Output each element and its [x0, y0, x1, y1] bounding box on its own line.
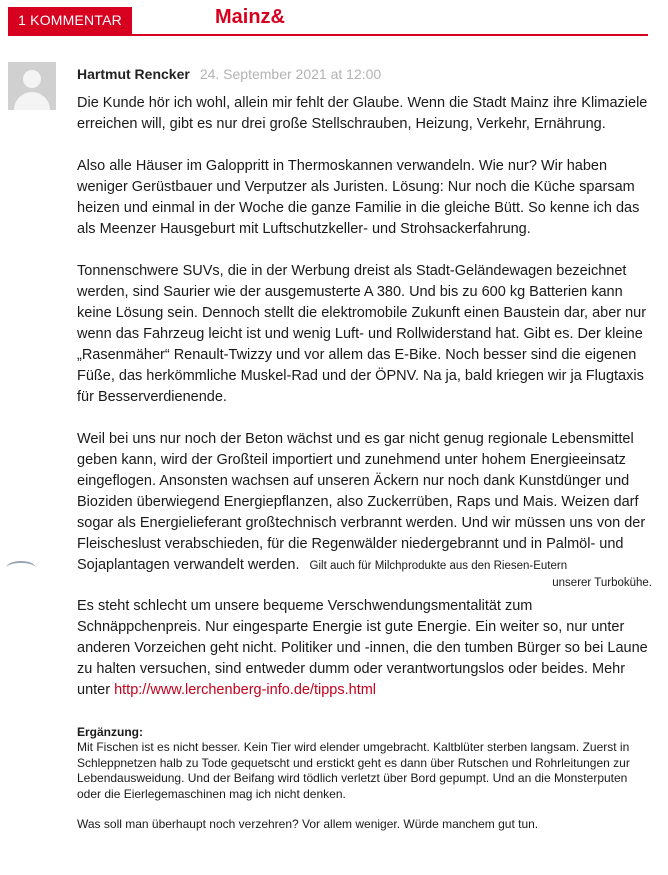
side-note-inline: Gilt auch für Milchprodukte aus den Riesen-Eutern [309, 560, 568, 572]
side-note-right: unserer Turbokühe. [552, 577, 652, 589]
supplement-title: Ergänzung: [77, 725, 143, 739]
comment-paragraph-4 [77, 429, 652, 590]
comment-paragraph-1: Die Kunde hör ich wohl, allein mir fehlt der Glaube. Wenn die Stadt Mainz ihre Klimaziele erreichen will, gibt es nur drei große Stellschrauben, Heizung, Verkehr, Ernährung. [77, 95, 648, 132]
scroll-arc-icon [6, 561, 36, 575]
brand-logo[interactable]: Mainz& [215, 6, 285, 28]
comments-tabbar [8, 4, 648, 36]
comment-paragraph-5 [77, 596, 652, 701]
comment-meta [77, 64, 652, 86]
comment-paragraph-3: Tonnenschwere SUVs, die in der Werbung dreist als Stadt-Geländewagen bezeichnet werden, sind Saurier wie der ausgemusterte A 380. Und bis zu 600 kg Batterien kann keine Lösung sein. Dennoch stellt die elektromobile Zukunft einen Baustein dar, aber nur wenn das Fahrzeug leicht ist und wenig Luft- und Rollwiderstand hat. Gibt es. Der kleine „Rasenmäher“ Renault-Twizzy und vor allem das E-Bike. Noch besser sind die eigenen Füße, das herkömmliche Muskel-Rad und der ÖPNV. Na ja, bald kriegen wir ja Flugtaxis für Besserverdienende. [77, 263, 647, 405]
avatar-body-shape [14, 92, 50, 110]
avatar [8, 62, 56, 110]
avatar-head-shape [23, 70, 41, 88]
comment [77, 64, 652, 833]
lerchenberg-link[interactable]: http://www.lerchenberg-info.de/tipps.html [114, 682, 377, 698]
comment-paragraph-5-text: Es steht schlecht um unsere bequeme Verschwendungsmentalität zum Schnäppchenpreis. Nur eingesparte Energie ist gute Energie. Ein weiter so, nur unter anderen Vorzeichen geht nicht. Politiker und -innen, die den tumben Bürger so bei Laune zu halten versuchen, sind entweder dumm oder verantwortungslos oder beides. Mehr unter [77, 598, 648, 698]
comments-count-tab[interactable]: 1 KOMMENTAR [8, 7, 132, 34]
comment-date[interactable]: 24. September 2021 at 12:00 [199, 66, 382, 82]
supplement-text: Mit Fischen ist es nicht besser. Kein Tier wird elender umgebracht. Kaltblüter sterben langsam. Zuerst in Schleppnetzen halb zu Tode gequetscht und erstickt geht es dann über Rutschen und Rohrleitungen zur Lebendausweidung. Und der Beifang wird tödlich verletzt über Bord gepumpt. Und an die Monsterputen oder die Eierlegemaschinen mag ich nicht denken. [77, 740, 630, 801]
final-remark: Was soll man überhaupt noch verzehren? Vor allem weniger. Würde manchem gut tun. [77, 817, 539, 831]
comment-paragraph-2: Also alle Häuser im Galoppritt in Thermoskannen verwandeln. Wie nur? Wir haben weniger Gerüstbauer und Verputzer als Juristen. Lösung: Nur noch die Küche sparsam heizen und einmal in der Woche die ganze Familie in die gleiche Bütt. So kenne ich das als Meenzer Hausgeburt mit Luftschutzkeller- und Strohsackerfahrung. [77, 158, 640, 237]
comment-author[interactable]: Hartmut Rencker [77, 66, 190, 82]
comment-paragraph-4-text: Weil bei uns nur noch der Beton wächst und es gar nicht genug regionale Lebensmittel geben kann, wird der Großteil importiert und zunehmend unter hohem Energieeinsatz eingeflogen. Ansonsten wachsen auf unseren Äckern nur noch dank Kunstdünger und Bioziden überwiegend Energiepflanzen, also Zuckerrüben, Raps und Mais. Weizen darf sogar als Energielieferant großtechnisch verbrannt werden. Und wir müssen uns von der Fleischeslust verabschieden, für die Regenwälder niedergebrannt und in Palmöl- und Sojaplantagen verwandelt werden. [77, 431, 646, 573]
